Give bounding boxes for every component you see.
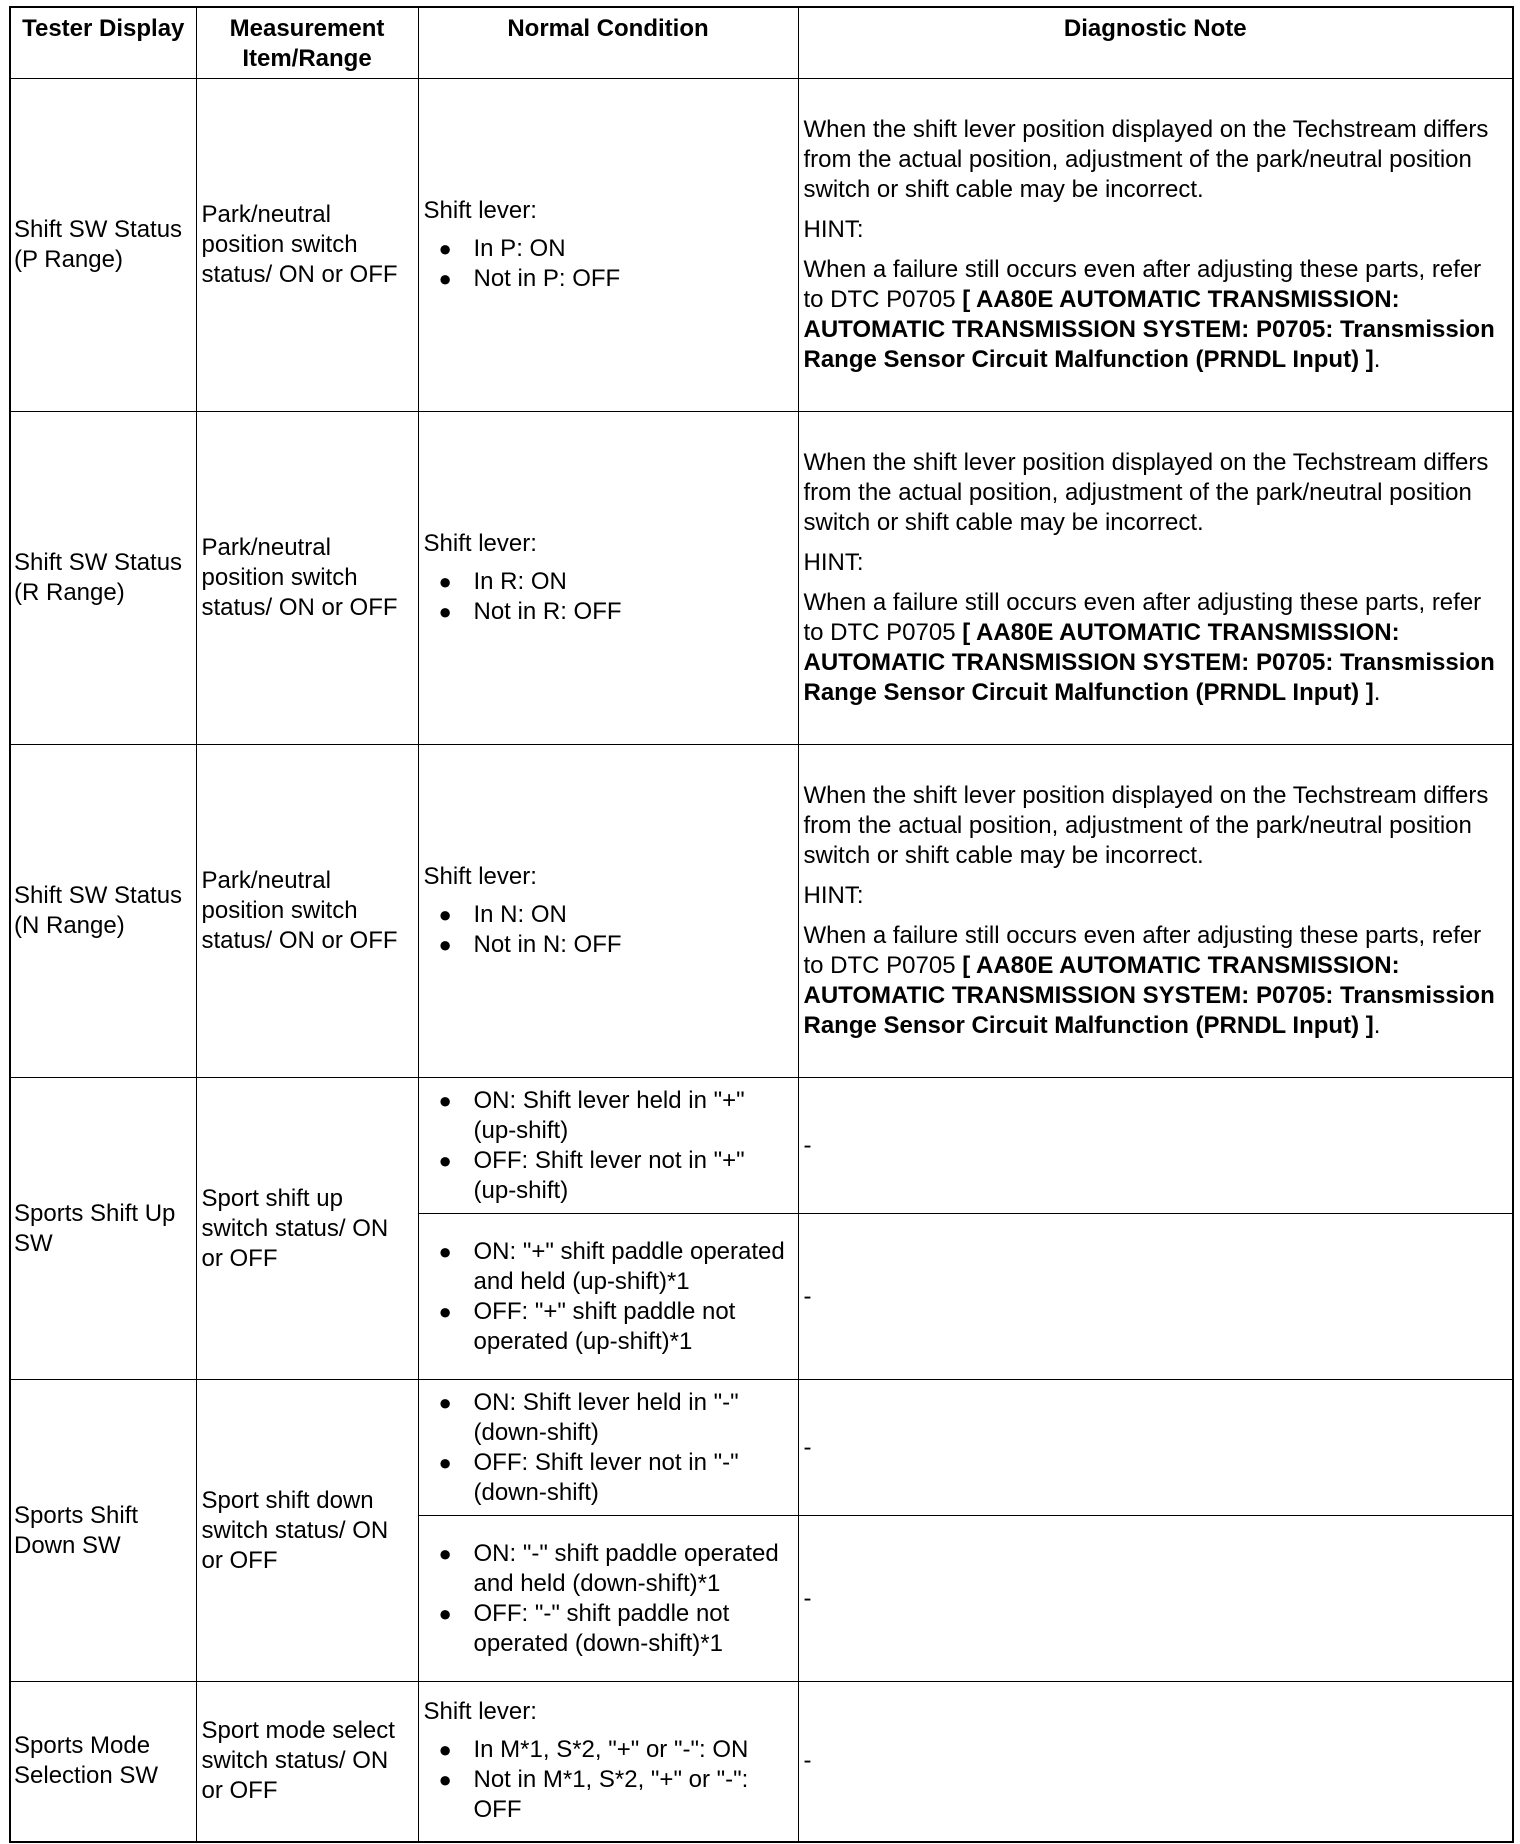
measurement-cell: Sport mode select switch status/ ON or OFF	[196, 1682, 418, 1842]
condition-list	[424, 1735, 793, 1825]
note-period: .	[1373, 679, 1381, 706]
list-item: ● Not in P: OFF	[424, 264, 793, 294]
measurement-cell: Park/neutral position switch status/ ON or OFF	[196, 79, 418, 412]
note-text: When a failure still occurs even after adjusting these parts, refer to DTC P0705	[803, 589, 1482, 646]
note-period: .	[1373, 346, 1381, 373]
tester-display-cell: Shift SW Status (R Range)	[10, 412, 196, 745]
note-paragraph: When the shift lever position displayed on the Techstream differs from the actual position, adjustment of the park/neutral position switch or shift cable may be incorrect.	[803, 116, 1489, 203]
list-item: ● In P: ON	[424, 234, 793, 264]
list-item: ● ON: "+" shift paddle operated and held (up-shift)*1	[424, 1237, 793, 1297]
list-item: ● ON: "-" shift paddle operated and held (down-shift)*1	[424, 1539, 793, 1599]
measurement-cell: Park/neutral position switch status/ ON or OFF	[196, 412, 418, 745]
condition-lead: Shift lever:	[423, 863, 537, 890]
diagnostic-note-cell: -	[798, 1516, 1513, 1682]
diagnostic-note-cell: -	[798, 1380, 1513, 1516]
note-paragraph: When the shift lever position displayed on the Techstream differs from the actual position, adjustment of the park/neutral position switch or shift cable may be incorrect.	[803, 782, 1489, 869]
note-hint: HINT:	[803, 216, 864, 243]
diagnostic-note-cell	[798, 745, 1513, 1078]
table-row	[10, 1380, 1513, 1516]
table-row	[10, 1078, 1513, 1214]
tester-display-cell: Sports Shift Down SW	[10, 1380, 196, 1682]
normal-condition-cell	[418, 1380, 798, 1516]
note-paragraph: When the shift lever position displayed on the Techstream differs from the actual position, adjustment of the park/neutral position switch or shift cable may be incorrect.	[803, 449, 1489, 536]
condition-list	[424, 1388, 793, 1508]
measurement-cell: Park/neutral position switch status/ ON or OFF	[196, 745, 418, 1078]
normal-condition-cell	[418, 1682, 798, 1842]
condition-list	[424, 1237, 793, 1357]
condition-lead: Shift lever:	[423, 197, 537, 224]
diagnostic-note-cell	[798, 412, 1513, 745]
note-paragraph	[804, 588, 1508, 708]
list-item: ● ON: Shift lever held in "-" (down-shift)	[424, 1388, 793, 1448]
tester-display-cell: Sports Mode Selection SW	[10, 1682, 196, 1842]
dtc-reference-link[interactable]: [ AA80E AUTOMATIC TRANSMISSION: AUTOMATIC TRANSMISSION SYSTEM: P0705: Transmission Range Sensor Circuit Malfunction (PRNDL Input) ]	[803, 952, 1495, 1039]
normal-condition-cell	[418, 1078, 798, 1214]
condition-lead: Shift lever:	[423, 1698, 537, 1726]
condition-list	[424, 234, 793, 294]
note-paragraph	[804, 255, 1508, 375]
data-list-table-wrapper	[9, 6, 1512, 1843]
condition-list	[424, 1539, 793, 1659]
diagnostic-note-cell: -	[798, 1682, 1513, 1842]
normal-condition-cell	[418, 79, 798, 412]
condition-lead: Shift lever:	[423, 530, 537, 557]
tester-display-cell: Shift SW Status (P Range)	[10, 79, 196, 412]
diagnostic-note-cell	[798, 79, 1513, 412]
diagnostic-note-cell: -	[798, 1078, 1513, 1214]
header-tester-display: Tester Display	[10, 7, 196, 79]
condition-list	[424, 900, 793, 960]
list-item: ● Not in N: OFF	[424, 930, 793, 960]
header-diagnostic-note: Diagnostic Note	[798, 7, 1513, 79]
normal-condition-cell	[418, 1516, 798, 1682]
note-paragraph	[804, 921, 1508, 1041]
note-period: .	[1373, 1012, 1381, 1039]
normal-condition-cell	[418, 745, 798, 1078]
table-row	[10, 79, 1513, 412]
condition-list	[424, 1086, 793, 1206]
list-item: ● OFF: "-" shift paddle not operated (down-shift)*1	[424, 1599, 793, 1659]
condition-list	[424, 567, 793, 627]
list-item: ● In M*1, S*2, "+" or "-": ON	[424, 1735, 793, 1765]
table-row	[10, 412, 1513, 745]
list-item: ● OFF: Shift lever not in "+" (up-shift)	[424, 1146, 793, 1206]
list-item: ● Not in R: OFF	[424, 597, 793, 627]
measurement-cell: Sport shift up switch status/ ON or OFF	[196, 1078, 418, 1380]
list-item: ● Not in M*1, S*2, "+" or "-": OFF	[424, 1765, 793, 1825]
note-hint: HINT:	[803, 882, 864, 909]
dtc-reference-link[interactable]: [ AA80E AUTOMATIC TRANSMISSION: AUTOMATIC TRANSMISSION SYSTEM: P0705: Transmission Range Sensor Circuit Malfunction (PRNDL Input) ]	[803, 286, 1495, 373]
note-hint: HINT:	[803, 549, 864, 576]
note-text: When a failure still occurs even after adjusting these parts, refer to DTC P0705	[803, 256, 1482, 313]
normal-condition-cell	[418, 1214, 798, 1380]
table-row	[10, 1682, 1513, 1842]
header-normal-condition: Normal Condition	[418, 7, 798, 79]
list-item: ● In R: ON	[424, 567, 793, 597]
header-measurement-item: Measurement Item/Range	[196, 7, 418, 79]
note-text: When a failure still occurs even after adjusting these parts, refer to DTC P0705	[803, 922, 1482, 979]
tester-display-cell: Shift SW Status (N Range)	[10, 745, 196, 1078]
normal-condition-cell	[418, 412, 798, 745]
measurement-cell: Sport shift down switch status/ ON or OFF	[196, 1380, 418, 1682]
list-item: ● ON: Shift lever held in "+" (up-shift)	[424, 1086, 793, 1146]
list-item: ● In N: ON	[424, 900, 793, 930]
table-row	[10, 745, 1513, 1078]
tester-display-cell: Sports Shift Up SW	[10, 1078, 196, 1380]
list-item: ● OFF: "+" shift paddle not operated (up-shift)*1	[424, 1297, 793, 1357]
dtc-reference-link[interactable]: [ AA80E AUTOMATIC TRANSMISSION: AUTOMATIC TRANSMISSION SYSTEM: P0705: Transmission Range Sensor Circuit Malfunction (PRNDL Input) ]	[803, 619, 1495, 706]
data-list-table	[9, 6, 1514, 1843]
list-item: ● OFF: Shift lever not in "-" (down-shift)	[424, 1448, 793, 1508]
header-row	[10, 7, 1513, 79]
diagnostic-note-cell: -	[798, 1214, 1513, 1380]
